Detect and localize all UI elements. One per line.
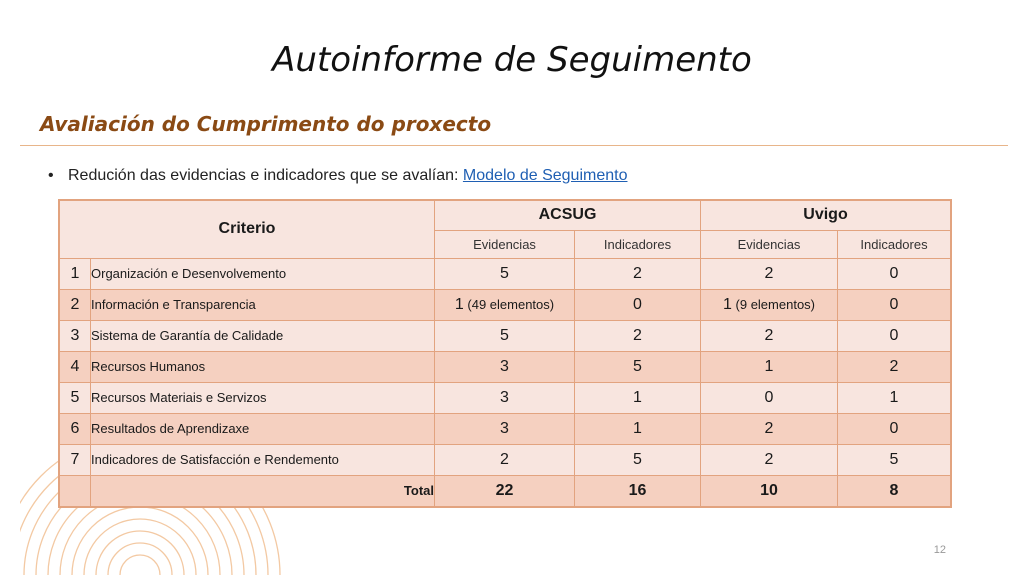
cell-acsug-evidencias: 3 [435,382,575,413]
cell-uvigo-indicadores: 0 [838,320,952,351]
cell-uvigo-indicadores: 1 [838,382,952,413]
uvigo-header: Uvigo [701,200,952,230]
col-header: Evidencias [701,230,838,258]
row-number: 1 [59,258,91,289]
row-number: 6 [59,413,91,444]
row-number: 2 [59,289,91,320]
cell-uvigo-evidencias: 1 [701,351,838,382]
cell-uvigo-evidencias: 2 [701,444,838,475]
table-row [59,320,951,351]
table-row [59,382,951,413]
col-header: Indicadores [838,230,952,258]
cell-acsug-indicadores: 1 [575,413,701,444]
cell-uvigo-indicadores: 0 [838,289,952,320]
criterio-header: Criterio [59,200,435,258]
total-uvigo-indicadores: 8 [838,475,952,507]
cell-uvigo-evidencias: 2 [701,413,838,444]
row-name: Indicadores de Satisfacción e Rendemento [91,444,435,475]
bullet-text: Redución das evidencias e indicadores que se avalían: [68,167,463,184]
cell-acsug-evidencias: 3 [435,351,575,382]
bullet-item [48,167,627,185]
cell-acsug-evidencias: 5 [435,320,575,351]
table-row [59,351,951,382]
acsug-header: ACSUG [435,200,701,230]
cell-uvigo-evidencias: 2 [701,258,838,289]
cell-uvigo-indicadores: 0 [838,258,952,289]
total-acsug-indicadores: 16 [575,475,701,507]
cell-uvigo-indicadores: 5 [838,444,952,475]
table-row [59,258,951,289]
total-label: Total [91,475,435,507]
cell-uvigo-evidencias: 2 [701,320,838,351]
cell-acsug-evidencias: 5 [435,258,575,289]
row-number: 4 [59,351,91,382]
cell-acsug-indicadores: 2 [575,258,701,289]
slide-title: Autoinforme de Seguimento [272,40,752,80]
row-name: Información e Transparencia [91,289,435,320]
row-name: Resultados de Aprendizaxe [91,413,435,444]
row-number: 7 [59,444,91,475]
row-number: 5 [59,382,91,413]
page-number: 12 [933,544,946,556]
row-number: 3 [59,320,91,351]
table-row [59,444,951,475]
col-header: Indicadores [575,230,701,258]
modelo-seguimento-link[interactable]: Modelo de Seguimento [462,167,628,184]
total-uvigo-evidencias: 10 [701,475,838,507]
row-name: Organización e Desenvolvemento [91,258,435,289]
table-row [59,413,951,444]
table-row [59,289,951,320]
cell-uvigo-evidencias: 1 (9 elementos) [701,289,838,320]
total-row [59,475,951,507]
col-header: Evidencias [435,230,575,258]
bullet-dot-icon: • [48,167,54,184]
cell-acsug-evidencias: 2 [435,444,575,475]
cell-acsug-indicadores: 5 [575,351,701,382]
cell-uvigo-evidencias: 0 [701,382,838,413]
cell-acsug-evidencias: 1 (49 elementos) [435,289,575,320]
cell-acsug-indicadores: 0 [575,289,701,320]
slide-subtitle: Avaliación do Cumprimento do proxecto [40,112,492,136]
cell-uvigo-indicadores: 0 [838,413,952,444]
cell-acsug-indicadores: 1 [575,382,701,413]
row-name: Sistema de Garantía de Calidade [91,320,435,351]
cell-uvigo-indicadores: 2 [838,351,952,382]
cell-acsug-indicadores: 5 [575,444,701,475]
total-acsug-evidencias: 22 [435,475,575,507]
criteria-table [58,199,952,508]
cell-acsug-indicadores: 2 [575,320,701,351]
row-name: Recursos Materiais e Servizos [91,382,435,413]
divider [20,145,1008,146]
cell-acsug-evidencias: 3 [435,413,575,444]
row-name: Recursos Humanos [91,351,435,382]
total-empty-cell [59,475,91,507]
